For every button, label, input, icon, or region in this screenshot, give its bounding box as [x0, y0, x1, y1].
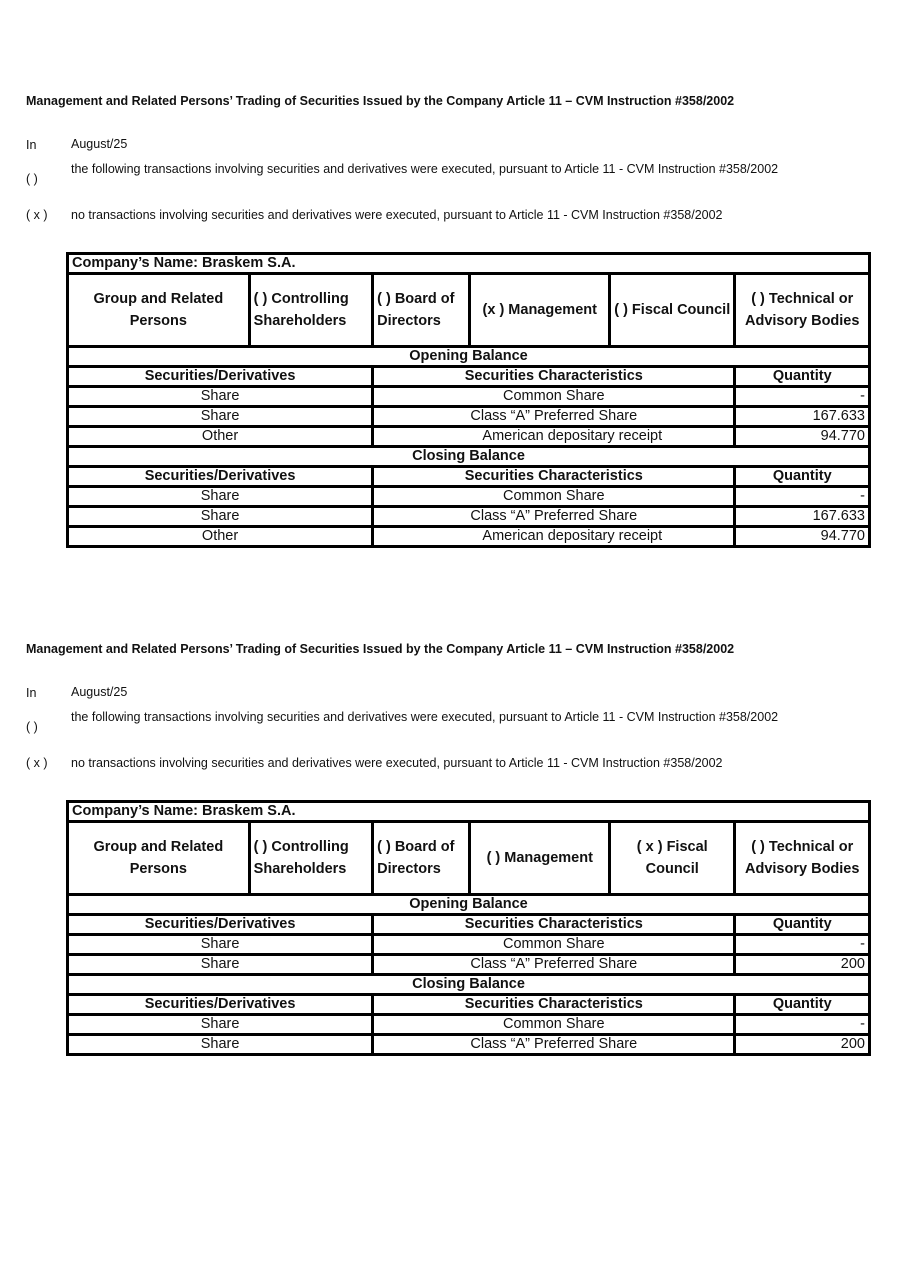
option-none-mark: ( x )	[26, 208, 48, 222]
option-none-mark: ( x )	[26, 756, 48, 770]
group-related-persons: Group and Related Persons	[68, 274, 250, 347]
characteristic-cell: Common Share	[373, 487, 735, 507]
characteristic-cell: American depositary receipt	[373, 527, 735, 547]
group-management: (x ) Management	[470, 274, 610, 347]
security-cell: Share	[68, 487, 373, 507]
closing-balance-title: Closing Balance	[68, 975, 870, 995]
quantity-cell: 200	[735, 955, 870, 975]
col-characteristics-header: Securities Characteristics	[373, 915, 735, 935]
col-quantity-header: Quantity	[735, 995, 870, 1015]
security-cell: Share	[68, 935, 373, 955]
table-row	[68, 427, 870, 447]
security-cell: Other	[68, 527, 373, 547]
option-none-text: no transactions involving securities and derivatives were executed, pursuant to Article 11 - CVM Instruction #358/2002	[71, 208, 723, 222]
group-technical-advisory: ( ) Technical or Advisory Bodies	[735, 274, 870, 347]
group-controlling-shareholders: ( ) Controlling Shareholders	[249, 274, 372, 347]
table-row	[68, 387, 870, 407]
quantity-cell: -	[735, 387, 870, 407]
characteristic-cell: Class “A” Preferred Share	[373, 507, 735, 527]
option-transactions-text: the following transactions involving securities and derivatives were executed, pursuant to Article 11 - CVM Instruction #358/2002	[71, 162, 779, 176]
characteristic-cell: American depositary receipt	[373, 427, 735, 447]
characteristic-cell: Common Share	[373, 935, 735, 955]
col-quantity-header: Quantity	[735, 915, 870, 935]
table-row	[68, 1035, 870, 1055]
quantity-cell: -	[735, 935, 870, 955]
security-cell: Share	[68, 407, 373, 427]
characteristic-cell: Class “A” Preferred Share	[373, 1035, 735, 1055]
table-row	[68, 955, 870, 975]
col-characteristics-header: Securities Characteristics	[373, 995, 735, 1015]
quantity-cell: 94.770	[735, 427, 870, 447]
company-name: Company’s Name: Braskem S.A.	[68, 802, 870, 822]
security-cell: Share	[68, 1015, 373, 1035]
group-technical-advisory: ( ) Technical or Advisory Bodies	[735, 822, 870, 895]
in-label: In	[26, 138, 37, 152]
option-transactions-mark: ( )	[26, 172, 38, 186]
col-characteristics-header: Securities Characteristics	[373, 467, 735, 487]
balance-table	[66, 252, 871, 548]
group-related-persons: Group and Related Persons	[68, 822, 250, 895]
month-value: August/25	[71, 685, 128, 699]
table-row	[68, 487, 870, 507]
col-characteristics-header: Securities Characteristics	[373, 367, 735, 387]
quantity-cell: 200	[735, 1035, 870, 1055]
company-name: Company’s Name: Braskem S.A.	[68, 254, 870, 274]
col-securities-header: Securities/Derivatives	[68, 915, 373, 935]
group-board-of-directors: ( ) Board of Directors	[373, 274, 470, 347]
table-row	[68, 935, 870, 955]
group-controlling-shareholders: ( ) Controlling Shareholders	[249, 822, 372, 895]
col-securities-header: Securities/Derivatives	[68, 995, 373, 1015]
in-label: In	[26, 686, 37, 700]
security-cell: Share	[68, 387, 373, 407]
month-value: August/25	[71, 137, 128, 151]
opening-balance-title: Opening Balance	[68, 895, 870, 915]
group-fiscal-council: ( x ) Fiscal Council	[610, 822, 735, 895]
col-quantity-header: Quantity	[735, 467, 870, 487]
option-none-text: no transactions involving securities and derivatives were executed, pursuant to Article 11 - CVM Instruction #358/2002	[71, 756, 723, 770]
security-cell: Share	[68, 1035, 373, 1055]
closing-balance-title: Closing Balance	[68, 447, 870, 467]
characteristic-cell: Class “A” Preferred Share	[373, 407, 735, 427]
quantity-cell: 167.633	[735, 507, 870, 527]
quantity-cell: 94.770	[735, 527, 870, 547]
col-securities-header: Securities/Derivatives	[68, 467, 373, 487]
group-fiscal-council: ( ) Fiscal Council	[610, 274, 735, 347]
characteristic-cell: Common Share	[373, 387, 735, 407]
section-heading: Management and Related Persons’ Trading of Securities Issued by the Company Article 11 – CVM Instruction #358/2002	[26, 642, 735, 656]
opening-balance-title: Opening Balance	[68, 347, 870, 367]
characteristic-cell: Class “A” Preferred Share	[373, 955, 735, 975]
col-quantity-header: Quantity	[735, 367, 870, 387]
section-heading: Management and Related Persons’ Trading of Securities Issued by the Company Article 11 – CVM Instruction #358/2002	[26, 94, 735, 108]
characteristic-cell: Common Share	[373, 1015, 735, 1035]
option-transactions-text: the following transactions involving securities and derivatives were executed, pursuant to Article 11 - CVM Instruction #358/2002	[71, 710, 779, 724]
group-management: ( ) Management	[470, 822, 610, 895]
col-securities-header: Securities/Derivatives	[68, 367, 373, 387]
security-cell: Share	[68, 955, 373, 975]
table-row	[68, 507, 870, 527]
balance-table	[66, 800, 871, 1056]
table-row	[68, 1015, 870, 1035]
quantity-cell: 167.633	[735, 407, 870, 427]
table-row	[68, 407, 870, 427]
quantity-cell: -	[735, 487, 870, 507]
option-transactions-mark: ( )	[26, 720, 38, 734]
security-cell: Other	[68, 427, 373, 447]
group-board-of-directors: ( ) Board of Directors	[373, 822, 470, 895]
table-row	[68, 527, 870, 547]
quantity-cell: -	[735, 1015, 870, 1035]
security-cell: Share	[68, 507, 373, 527]
